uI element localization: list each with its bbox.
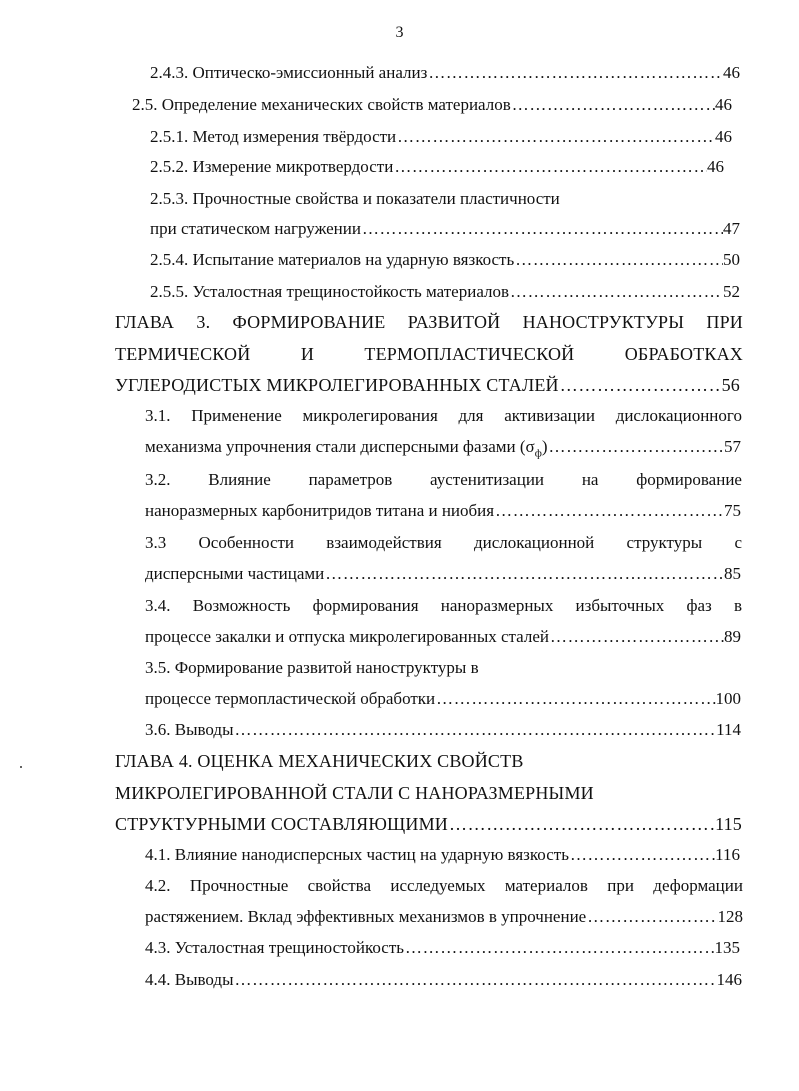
word: материалов [504, 876, 588, 895]
leader-dots [324, 563, 724, 585]
word: Прочностные [189, 876, 289, 895]
leader-dots [494, 500, 724, 522]
toc-title: 3.6. Выводы [145, 720, 234, 739]
toc-entry-3-5-line2 [145, 688, 741, 710]
toc-page: 75 [724, 501, 741, 520]
leader-dots [514, 249, 723, 271]
word: И [300, 344, 315, 364]
toc-page: 115 [715, 814, 742, 834]
word: избыточных [575, 596, 665, 615]
word: 3.1. [145, 406, 171, 425]
toc-entry-4-3 [145, 937, 740, 959]
toc-page: 46 [715, 95, 732, 114]
word: ПРИ [706, 312, 743, 332]
toc-entry-4-2-line2 [145, 906, 743, 928]
chapter-3-heading-line2 [115, 343, 743, 365]
toc-entry-2-4-3 [150, 62, 740, 84]
leader-dots [509, 281, 723, 303]
word: аустенитизации [430, 470, 545, 489]
word: Особенности [198, 533, 295, 552]
toc-entry-2-5-2 [150, 156, 724, 178]
toc-page: 47 [723, 219, 740, 238]
word: ОБРАБОТКАХ [624, 344, 743, 364]
toc-title: 2.5.4. Испытание материалов на ударную вязкость [150, 250, 515, 269]
toc-entry-3-1-line1 [145, 405, 742, 427]
toc-page: 116 [715, 845, 740, 864]
leader-dots [549, 626, 724, 648]
leader-dots [511, 94, 715, 116]
leader-dots [427, 62, 723, 84]
toc-page: 89 [724, 627, 741, 646]
word: РАЗВИТОЙ [407, 312, 501, 332]
word: при [607, 876, 634, 895]
chapter-3-heading-line1 [115, 311, 743, 333]
toc-title: процессе термопластической обработки [145, 689, 436, 708]
scan-speck [20, 766, 22, 768]
word: 3.2. [145, 470, 171, 489]
toc-page: 57 [724, 437, 741, 456]
toc-entry-2-5-4 [150, 249, 740, 271]
toc-entry-3-2-line2 [145, 500, 741, 522]
toc-entry-2-5-5 [150, 281, 740, 303]
word: Влияние [208, 470, 271, 489]
leader-dots [586, 906, 717, 928]
toc-title: 4.3. Усталостная трещиностойкость [145, 938, 405, 957]
word: деформации [653, 876, 743, 895]
word: формирования [312, 596, 419, 615]
word: 3.4. [145, 596, 171, 615]
word: Применение [191, 406, 282, 425]
chapter-3-heading-line3 [115, 374, 740, 396]
toc-title: механизма упрочнения стали дисперсными фазами (σ [145, 437, 535, 456]
toc-entry-3-3-line2 [145, 563, 741, 585]
word: на [581, 470, 599, 489]
toc-page: 128 [717, 907, 743, 926]
word: фаз [686, 596, 712, 615]
word: для [458, 406, 484, 425]
toc-entry-3-3-line1 [145, 532, 742, 554]
toc-title: процессе закалки и отпуска микролегированных сталей [145, 627, 550, 646]
toc-page: 46 [715, 127, 732, 146]
leader-dots [234, 719, 717, 741]
paren: ) [541, 437, 548, 456]
word: параметров [308, 470, 393, 489]
leader-dots [559, 374, 722, 396]
toc-title: 4.1. Влияние нанодисперсных частиц на ударную вязкость [145, 845, 569, 864]
chapter-4-heading-line2: МИКРОЛЕГИРОВАННОЙ СТАЛИ С НАНОРАЗМЕРНЫМИ [115, 783, 594, 803]
toc-title: УГЛЕРОДИСТЫХ МИКРОЛЕГИРОВАННЫХ СТАЛЕЙ [115, 375, 559, 395]
toc-entry-4-2-line1 [145, 875, 743, 897]
word: 4.2. [145, 876, 171, 895]
toc-title: 2.5. Определение механических свойств материалов [132, 95, 511, 114]
word: дислокационной [473, 533, 595, 552]
word: микролегирования [302, 406, 438, 425]
leader-dots [396, 126, 715, 148]
subscript: ф [534, 447, 542, 460]
word: 3.3 [145, 533, 167, 552]
toc-entry-2-5-1 [150, 126, 732, 148]
leader-dots [361, 218, 723, 240]
leader-dots [448, 813, 715, 835]
word: НАНОСТРУКТУРЫ [522, 312, 685, 332]
toc-page: 114 [716, 720, 741, 739]
word: Возможность [192, 596, 291, 615]
toc-page: 52 [723, 282, 740, 301]
toc-title: 4.4. Выводы [145, 970, 234, 989]
toc-page: 135 [714, 938, 740, 957]
word: свойства [307, 876, 372, 895]
toc-page: 100 [715, 689, 741, 708]
toc-entry-3-1-line2 [145, 436, 741, 460]
word: дислокационного [615, 406, 742, 425]
toc-title: 2.5.1. Метод измерения твёрдости [150, 127, 397, 146]
chapter-4-heading-line3 [115, 813, 742, 835]
word: с [734, 533, 742, 552]
page-number: 3 [395, 24, 404, 41]
word: ТЕРМОПЛАСТИЧЕСКОЙ [364, 344, 575, 364]
word: ТЕРМИЧЕСКОЙ [115, 344, 251, 364]
leader-dots [548, 436, 724, 458]
leader-dots [393, 156, 707, 178]
toc-page: 46 [723, 63, 740, 82]
toc-entry-3-5-line1: 3.5. Формирование развитой наноструктуры в [145, 658, 479, 677]
leader-dots [569, 844, 715, 866]
toc-page: 56 [721, 375, 740, 395]
toc-entry-4-4 [145, 969, 742, 991]
leader-dots [404, 937, 714, 959]
toc-title: 2.5.2. Измерение микротвердости [150, 157, 394, 176]
toc-title: дисперсными частицами [145, 564, 325, 583]
word: наноразмерных [440, 596, 554, 615]
toc-page: 85 [724, 564, 741, 583]
toc-page: 46 [707, 157, 724, 176]
toc-title: 2.5.5. Усталостная трещиностойкость материалов [150, 282, 510, 301]
toc-entry-2-5-3-line1: 2.5.3. Прочностные свойства и показатели пластичности [150, 189, 560, 208]
word: в [733, 596, 742, 615]
leader-dots [234, 969, 717, 991]
word: исследуемых [390, 876, 486, 895]
toc-entry-3-2-line1 [145, 469, 742, 491]
leader-dots [435, 688, 715, 710]
toc-entry-2-5 [132, 94, 732, 116]
toc-title: при статическом нагружении [150, 219, 361, 238]
toc-page: 146 [716, 970, 742, 989]
word: взаимодействия [326, 533, 442, 552]
chapter-4-heading-line1: ГЛАВА 4. ОЦЕНКА МЕХАНИЧЕСКИХ СВОЙСТВ [115, 751, 524, 771]
word: 3. [196, 312, 211, 332]
toc-title: растяжением. Вклад эффективных механизмов в упрочнение [145, 907, 587, 926]
toc-title: 2.4.3. Оптическо-эмиссионный анализ [150, 63, 428, 82]
word: формирование [636, 470, 742, 489]
word: активизации [504, 406, 595, 425]
toc-entry-3-4-line2 [145, 626, 741, 648]
toc-title: СТРУКТУРНЫМИ СОСТАВЛЯЮЩИМИ [115, 814, 448, 834]
toc-entry-2-5-3 [150, 218, 740, 240]
toc-entry-3-4-line1 [145, 595, 742, 617]
word: ГЛАВА [115, 312, 175, 332]
toc-entry-4-1 [145, 844, 740, 866]
word: ФОРМИРОВАНИЕ [232, 312, 386, 332]
toc-entry-3-6 [145, 719, 741, 741]
toc-page: 50 [723, 250, 740, 269]
toc-title: наноразмерных карбонитридов титана и ниобия [145, 501, 495, 520]
word: структуры [626, 533, 703, 552]
